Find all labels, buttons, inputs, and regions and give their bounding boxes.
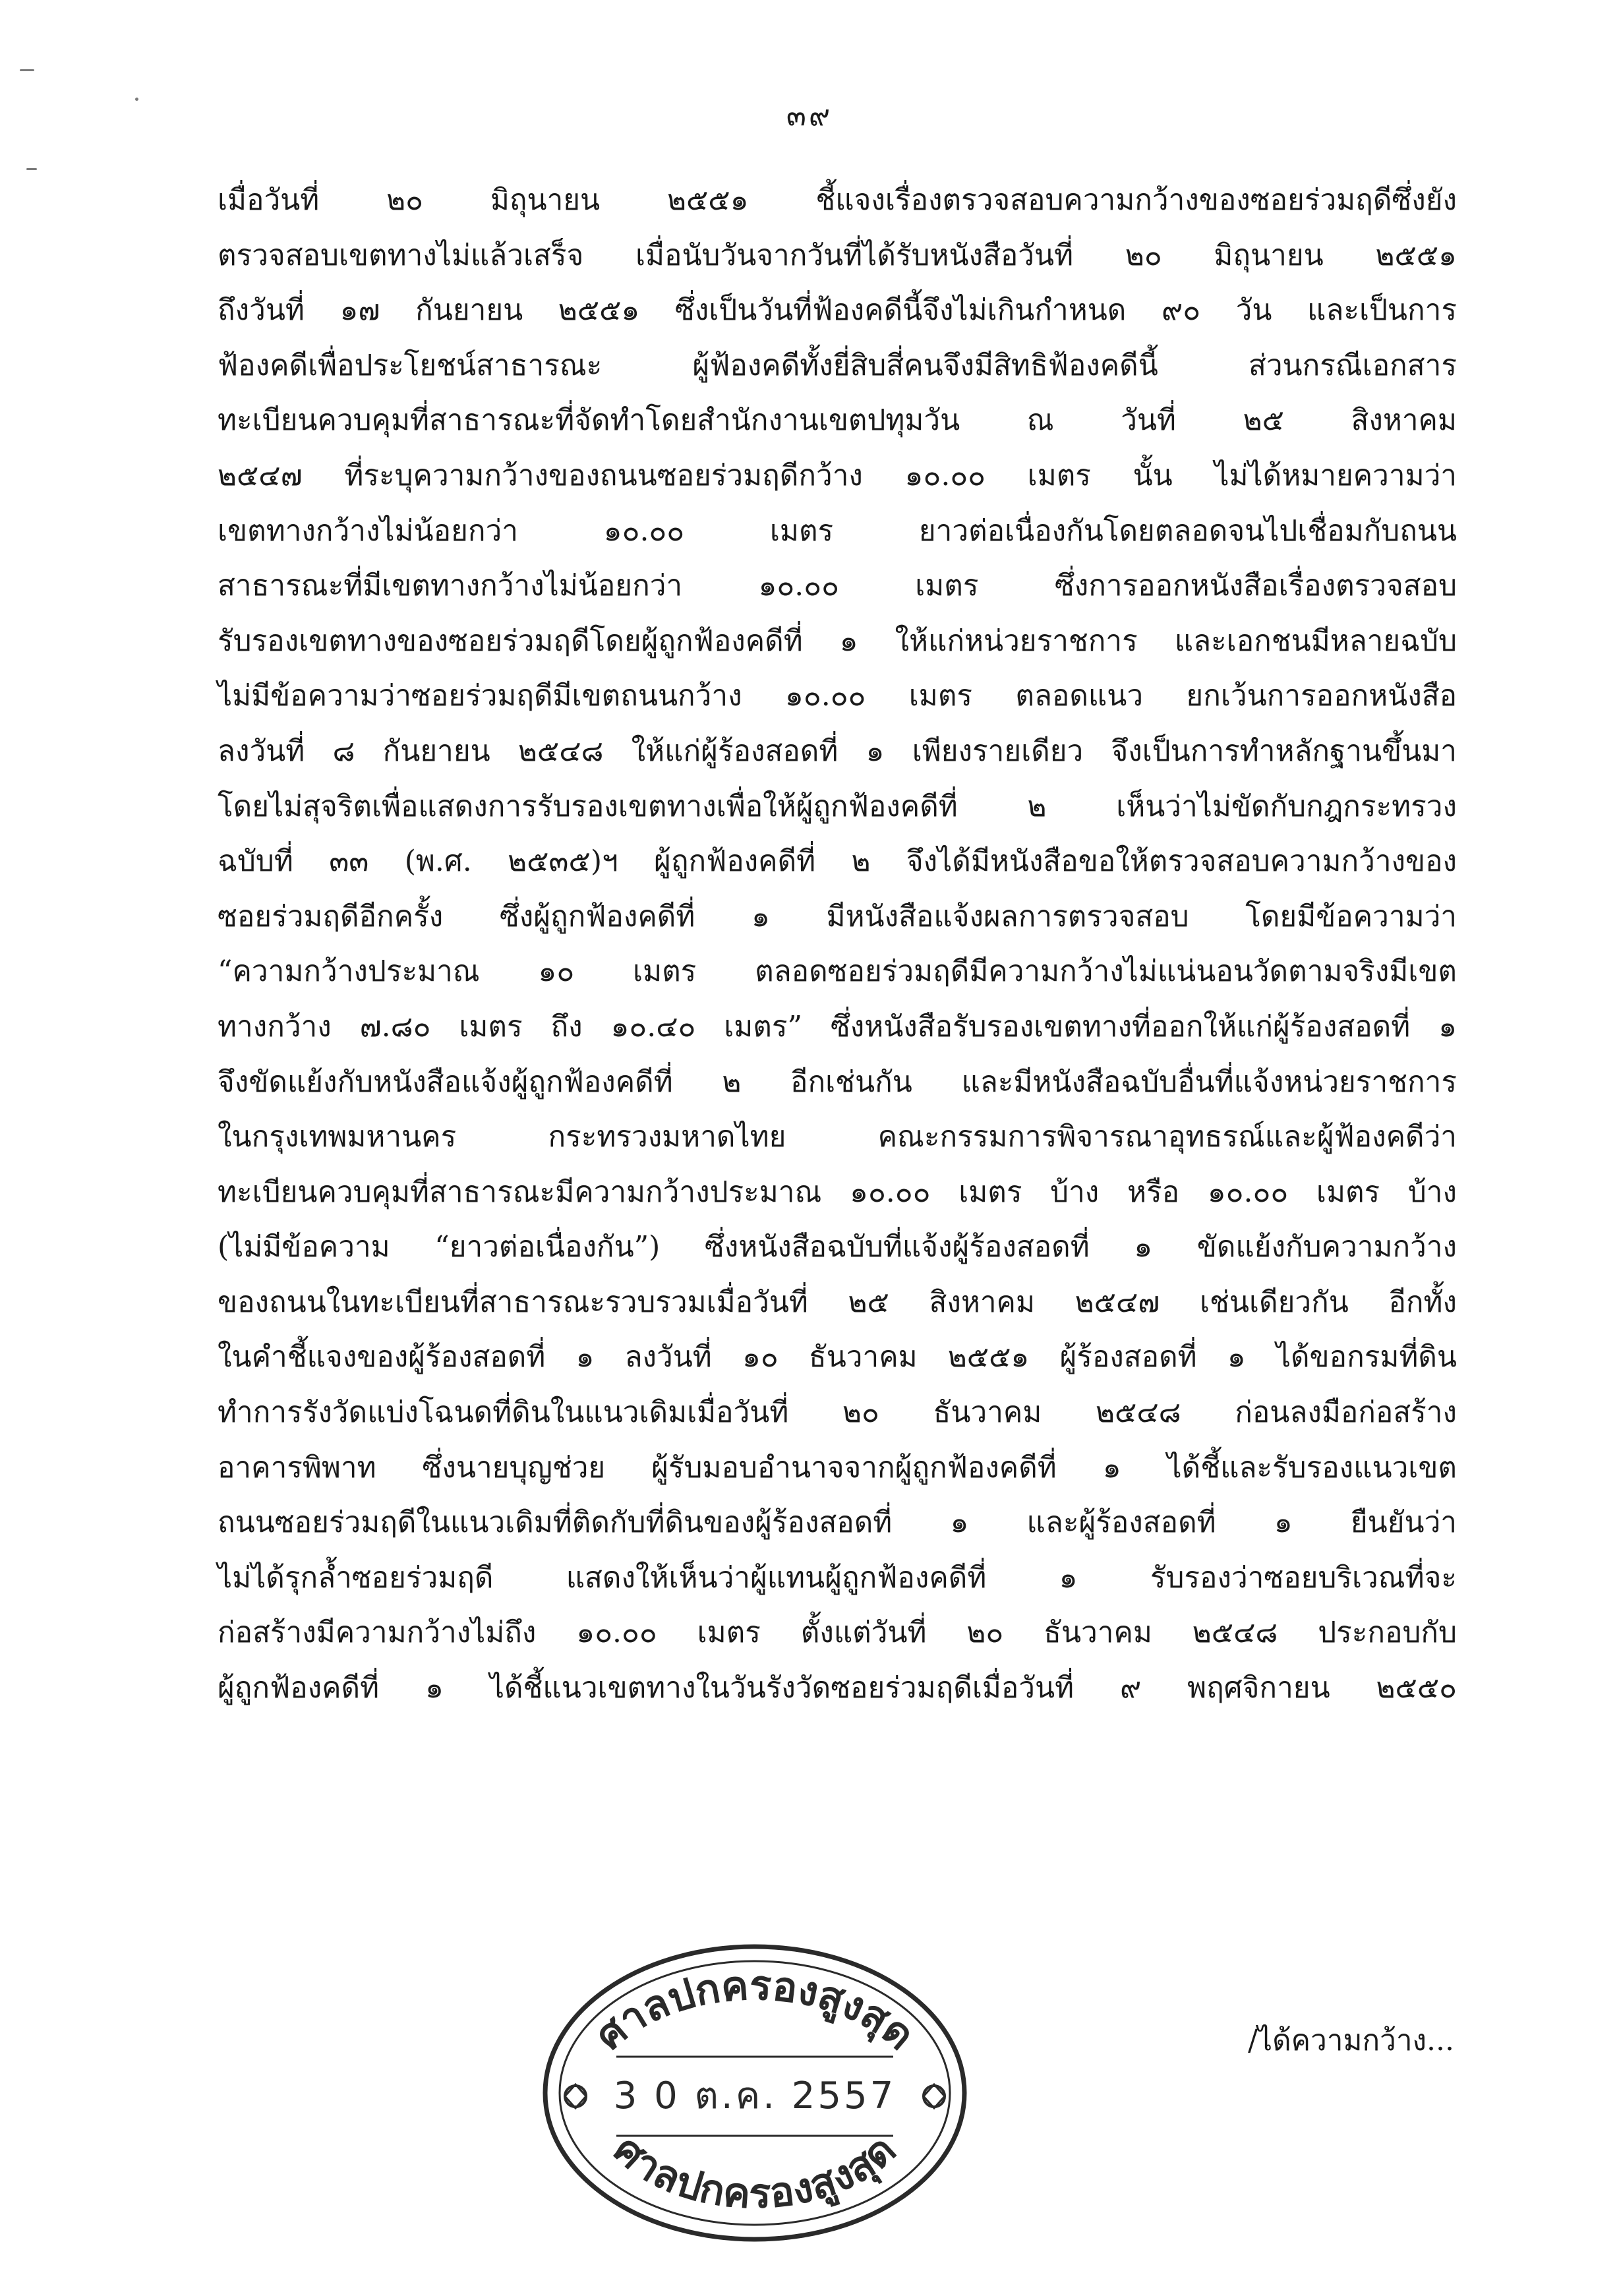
stamp-top-text: ศาลปกครองสูงสุด (585, 1960, 924, 2059)
text-line: ไม่มีข้อความว่าซอยร่วมฤดีมีเขตถนนกว้าง ๑๐.๐๐ เมตร ตลอดแนว ยกเว้นการออกหนังสือ (218, 679, 1457, 713)
text-line: จึงขัดแย้งกับหนังสือแจ้งผู้ถูกฟ้องคดีที่ ๒ อีกเช่นกัน และมีหนังสือฉบับอื่นที่แจ้งหน่วยราชการ (218, 1065, 1457, 1099)
scan-mark (26, 168, 37, 170)
page-number: ๓๙ (786, 99, 833, 132)
text-line: ของถนนในทะเบียนที่สาธารณะรวบรวมเมื่อวันที่ ๒๕ สิงหาคม ๒๕๔๗ เช่นเดียวกัน อีกทั้ง (218, 1285, 1457, 1319)
text-line: ๒๕๔๗ ที่ระบุความกว้างของถนนซอยร่วมฤดีกว้าง ๑๐.๐๐ เมตร นั้น ไม่ได้หมายความว่า (218, 458, 1457, 492)
stamp-date-box (614, 2057, 897, 2136)
stamp-bottom-text: ศาลปกครองสูงสุด (604, 2125, 905, 2218)
text-line: ถึงวันที่ ๑๗ กันยายน ๒๕๕๑ ซึ่งเป็นวันที่ฟ้องคดีนี้จึงไม่เกินกำหนด ๙๐ วัน และเป็นการ (218, 293, 1457, 328)
text-line: เขตทางกว้างไม่น้อยกว่า ๑๐.๐๐ เมตร ยาวต่อเนื่องกันโดยตลอดจนไปเชื่อมกับถนน (218, 514, 1457, 548)
text-line: ผู้ถูกฟ้องคดีที่ ๑ ได้ชี้แนวเขตทางในวันรังวัดซอยร่วมฤดีเมื่อวันที่ ๙ พฤศจิกายน ๒๕๕๐ (218, 1671, 1457, 1705)
text-line: ทำการรังวัดแบ่งโฉนดที่ดินในแนวเดิมเมื่อวันที่ ๒๐ ธันวาคม ๒๕๔๘ ก่อนลงมือก่อสร้าง (218, 1396, 1457, 1430)
text-line: อาคารพิพาท ซึ่งนายบุญช่วย ผู้รับมอบอำนาจจากผู้ถูกฟ้องคดีที่ ๑ ได้ชี้และรับรองแนวเขต (218, 1450, 1457, 1485)
text-line: ทะเบียนควบคุมที่สาธารณะมีความกว้างประมาณ ๑๐.๐๐ เมตร บ้าง หรือ ๑๐.๐๐ เมตร บ้าง (218, 1175, 1457, 1209)
text-line: เมื่อวันที่ ๒๐ มิถุนายน ๒๕๕๑ ชี้แจงเรื่องตรวจสอบความกว้างของซอยร่วมฤดีซึ่งยัง (218, 183, 1457, 217)
text-line: ทะเบียนควบคุมที่สาธารณะที่จัดทำโดยสำนักงานเขตปทุมวัน ณ วันที่ ๒๕ สิงหาคม (218, 403, 1457, 438)
text-line: รับรองเขตทางของซอยร่วมฤดีโดยผู้ถูกฟ้องคดีที่ ๑ ให้แก่หน่วยราชการ และเอกชนมีหลายฉบับ (218, 624, 1457, 658)
court-stamp (537, 1938, 972, 2248)
text-line: ไม่ได้รุกล้ำซอยร่วมฤดี แสดงให้เห็นว่าผู้แทนผู้ถูกฟ้องคดีที่ ๑ รับรองว่าซอยบริเวณที่จะ (218, 1560, 1457, 1595)
text-line: ก่อสร้างมีความกว้างไม่ถึง ๑๐.๐๐ เมตร ตั้งแต่วันที่ ๒๐ ธันวาคม ๒๕๔๘ ประกอบกับ (218, 1616, 1457, 1650)
stamp-date: 3 0 ต.ค. 2557 (613, 2075, 897, 2117)
continuation-text: /ได้ความกว้าง... (1248, 2024, 1454, 2057)
text-line: ตรวจสอบเขตทางไม่แล้วเสร็จ เมื่อนับวันจากวันที่ได้รับหนังสือวันที่ ๒๐ มิถุนายน ๒๕๕๑ (218, 238, 1457, 272)
stamp-ornament-left-icon (565, 2084, 586, 2108)
scan-mark (20, 69, 34, 71)
text-line: ทางกว้าง ๗.๘๐ เมตร ถึง ๑๐.๔๐ เมตร” ซึ่งหนังสือรับรองเขตทางที่ออกให้แก่ผู้ร้องสอดที่ ๑ (218, 1009, 1457, 1044)
text-line: สาธารณะที่มีเขตทางกว้างไม่น้อยกว่า ๑๐.๐๐ เมตร ซึ่งการออกหนังสือเรื่องตรวจสอบ (218, 569, 1457, 603)
text-line: ในคำชี้แจงของผู้ร้องสอดที่ ๑ ลงวันที่ ๑๐ ธันวาคม ๒๕๕๑ ผู้ร้องสอดที่ ๑ ได้ขอกรมที่ดิน (218, 1340, 1457, 1374)
text-line: โดยไม่สุจริตเพื่อแสดงการรับรองเขตทางเพื่อให้ผู้ถูกฟ้องคดีที่ ๒ เห็นว่าไม่ขัดกับกฎกระทรวง (218, 789, 1457, 823)
text-line: ฟ้องคดีเพื่อประโยชน์สาธารณะ ผู้ฟ้องคดีทั้งยี่สิบสี่คนจึงมีสิทธิฟ้องคดีนี้ ส่วนกรณีเอกสาร (218, 348, 1457, 382)
text-line: “ความกว้างประมาณ ๑๐ เมตร ตลอดซอยร่วมฤดีมีความกว้างไม่แน่นอนวัดตามจริงมีเขต (218, 955, 1457, 989)
text-line: ฉบับที่ ๓๓ (พ.ศ. ๒๕๓๕)ฯ ผู้ถูกฟ้องคดีที่ ๒ จึงได้มีหนังสือขอให้ตรวจสอบความกว้างของ (218, 844, 1457, 879)
stamp-ornament-right-icon (924, 2084, 945, 2108)
text-line: (ไม่มีข้อความ “ยาวต่อเนื่องกัน”) ซึ่งหนังสือฉบับที่แจ้งผู้ร้องสอดที่ ๑ ขัดแย้งกับความกว้าง (218, 1230, 1457, 1264)
text-line: ในกรุงเทพมหานคร กระทรวงมหาดไทย คณะกรรมการพิจารณาอุทธรณ์และผู้ฟ้องคดีว่า (218, 1120, 1457, 1154)
text-line: ถนนซอยร่วมฤดีในแนวเดิมที่ติดกับที่ดินของผู้ร้องสอดที่ ๑ และผู้ร้องสอดที่ ๑ ยืนยันว่า (218, 1506, 1457, 1540)
text-line: ซอยร่วมฤดีอีกครั้ง ซึ่งผู้ถูกฟ้องคดีที่ ๑ มีหนังสือแจ้งผลการตรวจสอบ โดยมีข้อความว่า (218, 899, 1457, 933)
text-line: ลงวันที่ ๘ กันยายน ๒๕๔๘ ให้แก่ผู้ร้องสอดที่ ๑ เพียงรายเดียว จึงเป็นการทำหลักฐานขึ้นมา (218, 734, 1457, 768)
body-text (218, 173, 1457, 1716)
